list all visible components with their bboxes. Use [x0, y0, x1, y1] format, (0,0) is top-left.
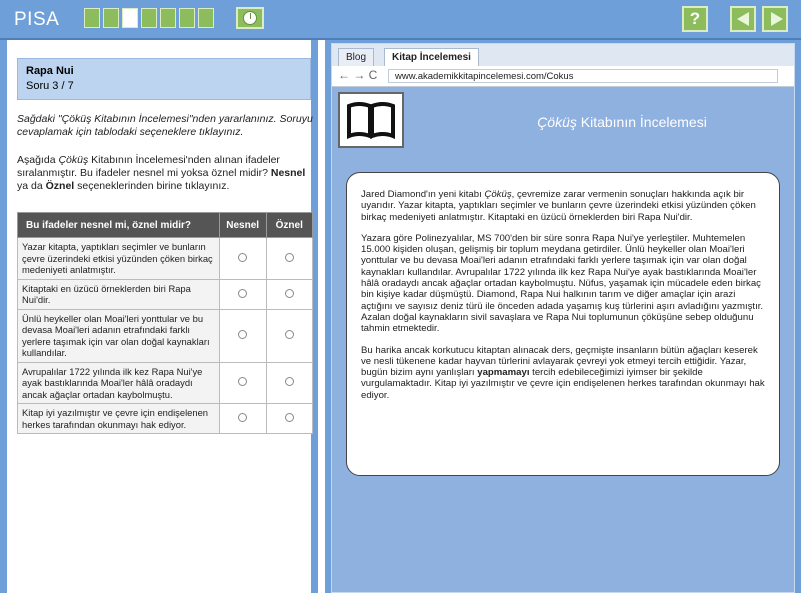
radio-button[interactable]: [285, 377, 294, 386]
subjective-option[interactable]: [266, 404, 312, 434]
table-row: [18, 404, 313, 434]
article-paragraph: Jared Diamond'ın yeni kitabı Çöküş, çevremize zarar vermenin sonuçları hakkında açık bir uyarıdır. Yazar kitapta, yaptıkları seçimler ve bunların çevre üzerindeki etkisi yüzünden çöken birkaç medeniyeti anlatmıştır. Kitaptaki en üzücü örneklerden biri Rapa Nui'dir.: [361, 189, 756, 223]
brand-logo: PISA: [14, 9, 60, 30]
table-row: [18, 238, 313, 280]
table-row: [18, 362, 313, 404]
column-header-objective: Nesnel: [219, 213, 266, 238]
radio-button[interactable]: [285, 330, 294, 339]
timer-button[interactable]: [236, 7, 264, 29]
statement-text: Yazar kitapta, yaptıkları seçimler ve bunların çevre üzerindeki etkisi yüzünden çöken birkaç medeniyeti anlatmıştır.: [18, 238, 220, 280]
help-button[interactable]: ?: [682, 6, 708, 32]
radio-button[interactable]: [238, 413, 247, 422]
review-article: [346, 172, 780, 476]
statement-text: Avrupalılar 1722 yılında ilk kez Rapa Nui'ye ayak bastıklarında Moai'ler hâlâ oradaydı ancak ağaçlar ortadan kaybolmuştu.: [18, 362, 220, 404]
radio-button[interactable]: [238, 289, 247, 298]
book-icon: [338, 92, 404, 148]
column-header-statement: Bu ifadeler nesnel mi, öznel midir?: [18, 213, 220, 238]
objective-option[interactable]: [219, 279, 266, 309]
statement-text: Ünlü heykeller olan Moai'leri yonttular ve bu devasa Moai'leri adanın etrafındaki farklı yerlere taşımak için var olan doğal kaynakları kullandılar.: [18, 309, 220, 362]
stimulus-pane: [325, 40, 801, 593]
statement-text: Kitaptaki en üzücü örneklerden biri Rapa Nui'dir.: [18, 279, 220, 309]
question-header: [17, 58, 311, 100]
table-row: [18, 309, 313, 362]
table-header-row: [18, 213, 313, 238]
radio-button[interactable]: [238, 377, 247, 386]
article-paragraph: Bu harika ancak korkutucu kitaptan alınacak ders, geçmişte insanların bütün ağaçları keserek ve nesli tükenene kadar hayvan türlerini avlayarak çevreyi yok etmeyi tercih ettiğidir. Yazar, bugün bizim aynı yanlışları yapmamayı tercih edebileceğimizi iyimser bir şekilde vurgulamaktadır. Kitap iyi yazılmıştır ve çevre için endişelenen herkes tarafından okunmayı hak ediyor.: [361, 344, 765, 401]
progress-indicator: [84, 8, 214, 28]
arrow-left-icon: [737, 12, 749, 26]
progress-step: [84, 8, 100, 28]
subjective-option[interactable]: [266, 279, 312, 309]
arrow-right-icon: [771, 12, 783, 26]
progress-step: [160, 8, 176, 28]
radio-button[interactable]: [238, 330, 247, 339]
tab-bar: [332, 44, 794, 67]
article-paragraph: Yazara göre Polinezyalılar, MS 700'den bir süre sonra Rapa Nui'ye yerleştiler. Muhtemelen 15.000 kişiden oluşan, gelişmiş bir toplum meydana getirdiler. Ünlü heykeller olan Moai'leri yonttular ve bu devasa Moai'leri adanın etrafındaki farklı yerlere taşımak için var olan doğal kaynakları kullandılar. Avrupalılar 1722 yılında ilk kez Rapa Nui'ye ayak bastıklarında Moai'ler hâlâ oradaydı ancak ağaçlar ortadan kaybolmuştu. Nüfus, yaşamak için mücadele eden birkaç bin kişiye kadar düşmüştü. Diamond, Rapa Nui halkının tarım ve diğer amaçlar için arazi açtığını ve sayısız deniz türü ile önceden adada yaşamış kuş türlerini aşırı avladığını yazmıştır. Azalan doğal kaynakların sivil savaşlara ve Rapa Nui toplumunun çöküşüne sebep olduğunu tahmin etmektedir.: [361, 232, 764, 335]
radio-button[interactable]: [285, 413, 294, 422]
subjective-option[interactable]: [266, 238, 312, 280]
url-field[interactable]: www.akademikkitapincelemesi.com/Cokus: [388, 69, 778, 83]
answer-table: [17, 212, 313, 434]
browser-nav-icons[interactable]: ← → C: [338, 68, 378, 82]
objective-option[interactable]: [219, 238, 266, 280]
objective-option[interactable]: [219, 309, 266, 362]
previous-button[interactable]: [730, 6, 756, 32]
radio-button[interactable]: [285, 253, 294, 262]
clock-icon: [243, 11, 257, 25]
subjective-option[interactable]: [266, 309, 312, 362]
question-title: Rapa Nui: [26, 65, 74, 77]
progress-step-current: [122, 8, 138, 28]
radio-button[interactable]: [238, 253, 247, 262]
tab-blog[interactable]: Blog: [338, 48, 374, 66]
table-row: [18, 279, 313, 309]
instructions: Sağdaki "Çöküş Kitabının İncelemesi"nden yararlanınız. Soruyu cevaplamak için tablodaki seçeneklere tıklayınız.: [17, 113, 313, 138]
progress-step: [198, 8, 214, 28]
browser-window: [331, 43, 795, 593]
question-prompt: Aşağıda Çöküş Kitabının İncelemesi'nden alınan ifadeler sıralanmıştır. Bu ifadeler nesnel mi yoksa öznel midir? Nesnel ya da Öznel seçeneklerinden birine tıklayınız.: [17, 154, 306, 192]
radio-button[interactable]: [285, 289, 294, 298]
subjective-option[interactable]: [266, 362, 312, 404]
page-title: Çöküş Kitabının İncelemesi: [537, 114, 707, 130]
objective-option[interactable]: [219, 362, 266, 404]
column-header-subjective: Öznel: [266, 213, 312, 238]
objective-option[interactable]: [219, 404, 266, 434]
tab-book-review[interactable]: Kitap İncelemesi: [384, 48, 479, 66]
progress-step: [141, 8, 157, 28]
statement-text: Kitap iyi yazılmıştır ve çevre için endişelenen herkes tarafından okunmayı hak ediyor.: [18, 404, 220, 434]
open-book-icon: [345, 100, 397, 140]
top-bar: [0, 0, 801, 40]
question-pane: [0, 40, 318, 593]
progress-step: [103, 8, 119, 28]
progress-step: [179, 8, 195, 28]
next-button[interactable]: [762, 6, 788, 32]
address-bar: [332, 66, 794, 87]
question-number: Soru 3 / 7: [26, 80, 74, 92]
